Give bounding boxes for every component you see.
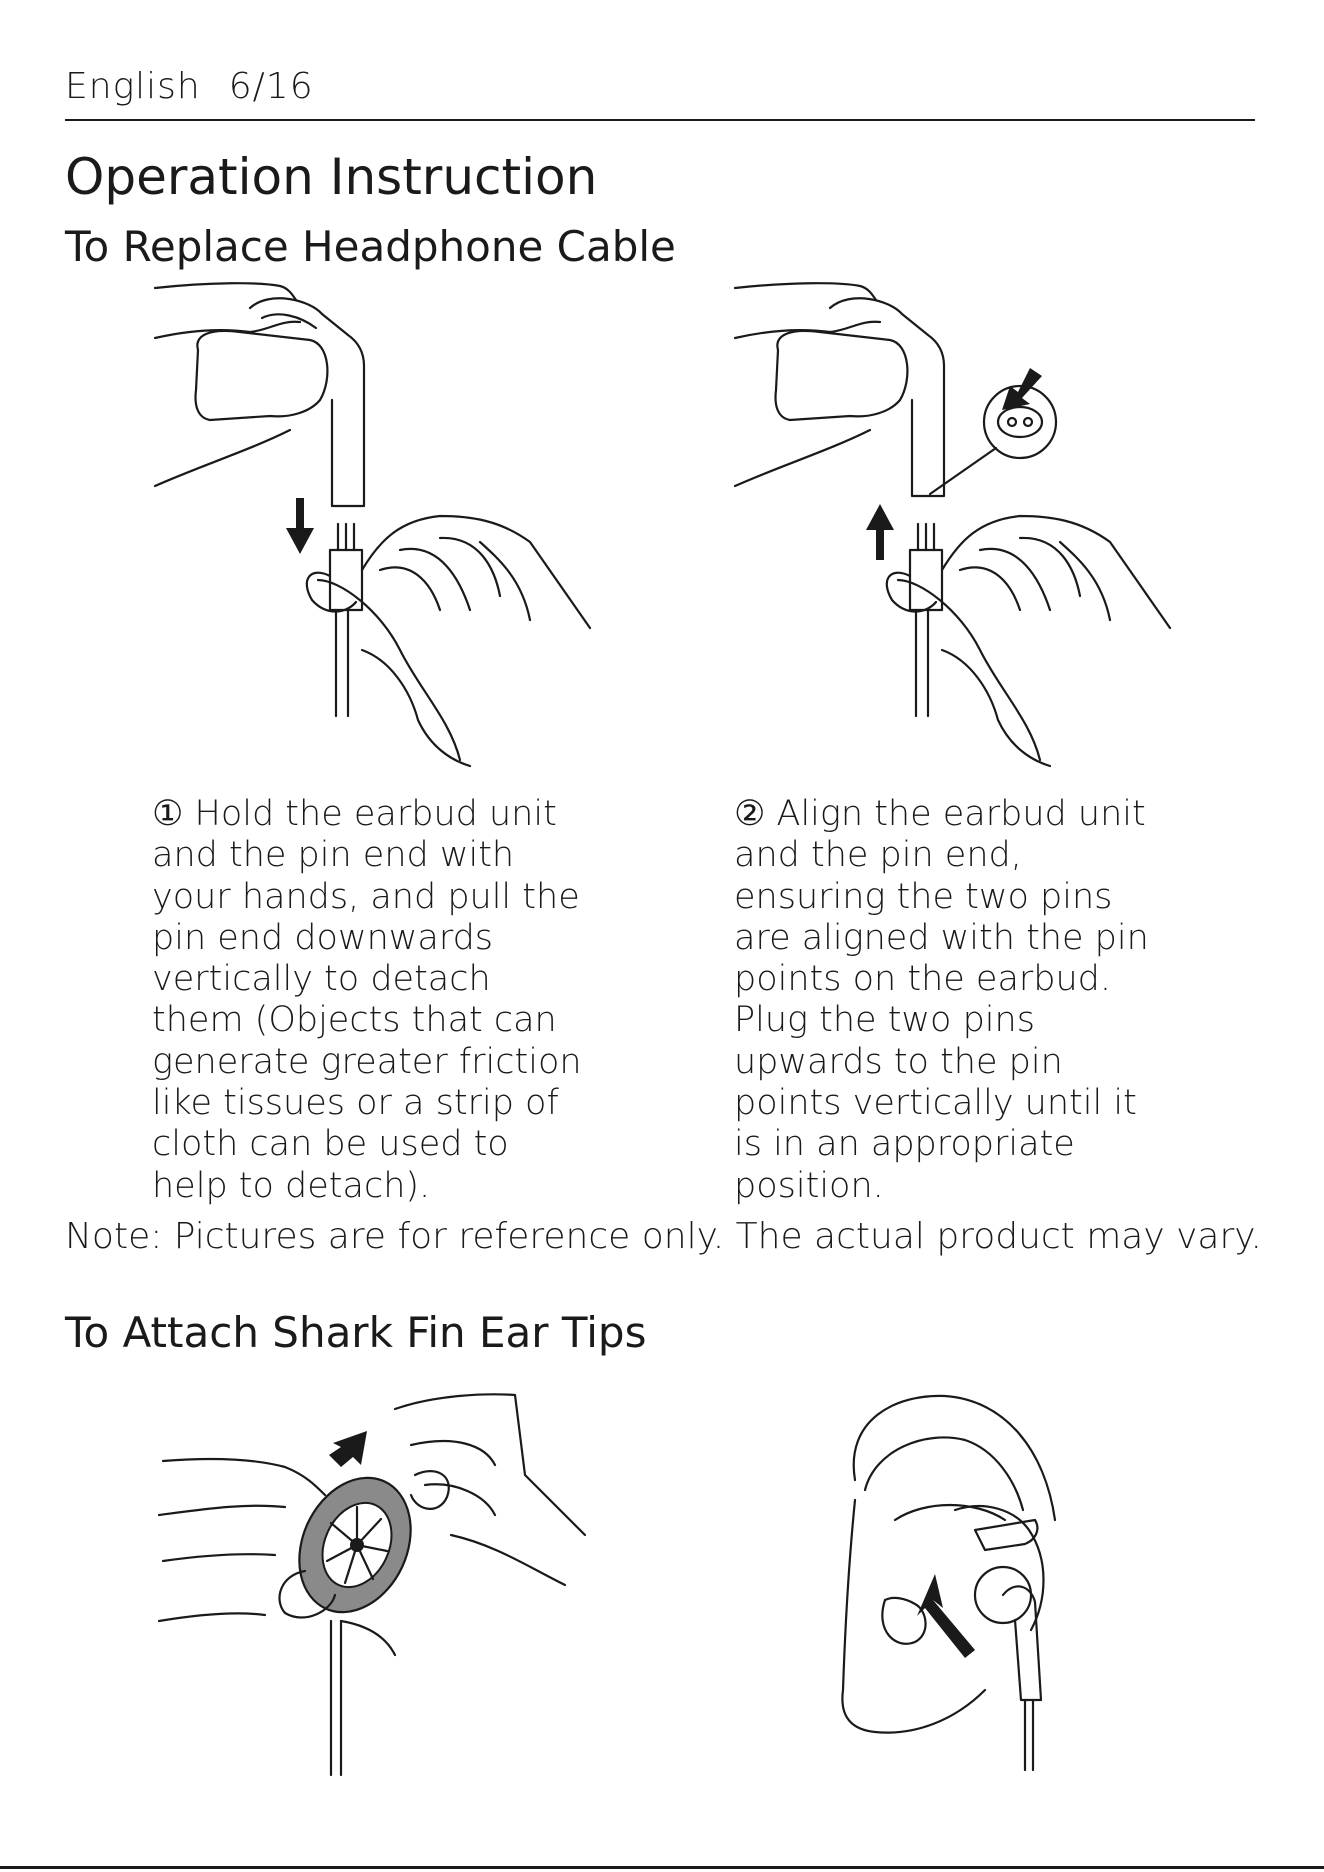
section-heading-ear-tips: To Attach Shark Fin Ear Tips xyxy=(65,1308,647,1357)
page-header xyxy=(65,66,342,107)
section-heading-replace-cable: To Replace Headphone Cable xyxy=(65,222,676,271)
illustration-attach-ear-tip xyxy=(155,1385,595,1775)
arrow-up-icon xyxy=(876,528,884,560)
step-1-text: ① Hold the earbud unit and the pin end with your hands, and pull the pin end downwards vertically to detach them (Objects that can generate greater friction like tissues or a strip of cloth can be used to help to detach). xyxy=(152,794,582,1206)
step-2-text: ② Align the earbud unit and the pin end, ensuring the two pins are aligned with the pin points on the earbud. Plug the two pins upwards to the pin points vertically until it is in an appropriate position. xyxy=(734,794,1149,1206)
page-number: 6/16 xyxy=(228,66,314,107)
illustration-ear-tip-worn xyxy=(835,1390,1075,1770)
header-divider xyxy=(65,119,1255,121)
page-title: Operation Instruction xyxy=(65,148,598,206)
illustration-detach-cable xyxy=(150,280,600,770)
illustration-attach-cable xyxy=(730,280,1180,770)
language-label: English xyxy=(65,66,201,107)
note-text: Note: Pictures are for reference only. The actual product may vary. xyxy=(65,1216,1262,1257)
arrow-down-icon xyxy=(296,498,304,530)
footer-divider xyxy=(0,1866,1324,1869)
